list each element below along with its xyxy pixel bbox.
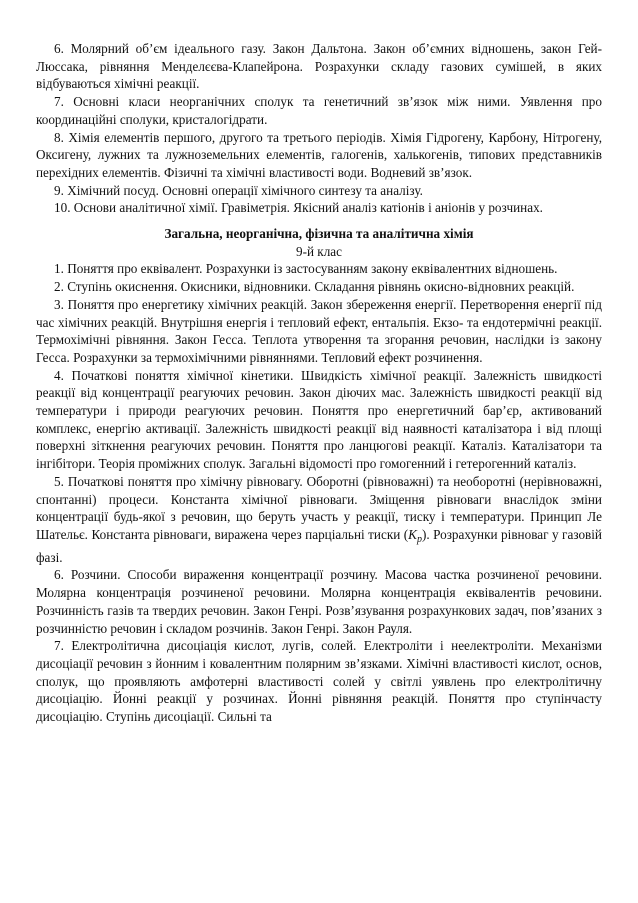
kp-subscript: p — [416, 533, 422, 545]
item5-text-before: 5. Початкові поняття про хімічну рівновагу. Оборотні (рівноважні) та необоротні (нерівноважні, спонтанні) процеси. Константа хімічної рівноваги. Зміщення рівноваги внаслідок зміни концентрації будь-якої з речовин, що беруть участь у реакції, тиску і температури. Принцип Ле Шательє. Константа рівноваги, виражена через парціальні тиски ( — [36, 473, 602, 542]
list-item: 7. Електролітична дисоціація кислот, лугів, солей. Електроліти і неелектроліти. Механізми дисоціації речовин з йонним і ковалентним полярним зв’язками. Хімічні властивості кислот, основ, сполук, що проявляють амфотерні властивості солей у світлі уявлень про електролітичну дисоціацію. Йонні реакції у розчинах. Йонні рівняння реакцій. Поняття про ступінчасту дисоціацію. Ступінь дисоціації. Сильні та — [36, 638, 602, 725]
grade-label: 9-й клас — [295, 243, 343, 259]
list-item-equilibrium — [36, 473, 602, 567]
item5-text-after: ). Розрахунки рівноваг у газовій фазі. — [36, 526, 602, 565]
list-item: 2. Ступінь окиснення. Окисники, відновники. Складання рівнянь окисно-відновних реакцій. — [54, 279, 575, 295]
list-item: 1. Поняття про еквівалент. Розрахунки із застосуванням закону еквівалентних відношень. — [54, 261, 558, 277]
list-item: 4. Початкові поняття хімічної кінетики. Швидкість хімічної реакції. Залежність швидкості реакції від концентрації реагуючих речовин. Закон діючих мас. Залежність швидкості реакції від температури і природи реагуючих речовин. Поняття про енергетичний бар’єр, активований комплекс, енергію активації. Залежність швидкості реакції від наявності каталізатора і від площі поверхні зіткнення реагуючих речовин. Поняття про ланцюгові реакції. Каталіз. Каталізатори та інгібітори. Теорія проміжних сполук. Загальні відомості про гомогенний і гетерогенний каталіз. — [36, 367, 602, 472]
list-item: 3. Поняття про енергетику хімічних реакцій. Закон збереження енергії. Перетворення енергії під час хімічних реакцій. Внутрішня енергія і тепловий ефект, ентальпія. Екзо- та ендотермічні реакції. Термохімічні рівняння. Закон Гесса. Теплота утворення та згорання речовин, наслідки із закону Гесса. Розрахунки за термохімічними рівняннями. Тепловий ефект розчинення. — [36, 296, 602, 365]
list-item: 9. Хімічний посуд. Основні операції хімічного синтезу та аналізу. — [54, 182, 423, 198]
list-item: 6. Молярний об’єм ідеального газу. Закон Дальтона. Закон об’ємних відношень, закон Гей-Люссака, рівняння Менделєєва-Клапейрона. Розрахунки складу газових сумішей, в яких відбуваються хімічні реакції. — [36, 41, 602, 92]
list-item: 10. Основи аналітичної хімії. Гравіметрія. Якісний аналіз катіонів і аніонів у розчинах. — [54, 200, 543, 216]
section-title: Загальна, неорганічна, фізична та аналітична хімія — [164, 226, 474, 242]
list-item: 8. Хімія елементів першого, другого та третього періодів. Хімія Гідрогену, Карбону, Нітрогену, Оксигену, лужних та лужноземельних елементів, галогенів, халькогенів, типових представників перехідних елементів. Фізичні та хімічні властивості води. Водневий зв’язок. — [36, 129, 602, 180]
kp-symbol: K — [408, 526, 417, 542]
list-item: 6. Розчини. Способи вираження концентрації розчину. Масова частка розчиненої речовини. Молярна концентрація розчиненої речовини. Молярна концентрація еквівалентів речовини. Розчинність газів та твердих речовин. Закон Генрі. Розв’язування розрахункових задач, пов’язаних з розчинністю речовин і складом розчинів. Закон Генрі. Закон Рауля. — [36, 567, 602, 636]
list-item: 7. Основні класи неорганічних сполук та генетичний зв’язок між ними. Уявлення про координаційні сполуки, кристалогідрати. — [36, 94, 602, 127]
